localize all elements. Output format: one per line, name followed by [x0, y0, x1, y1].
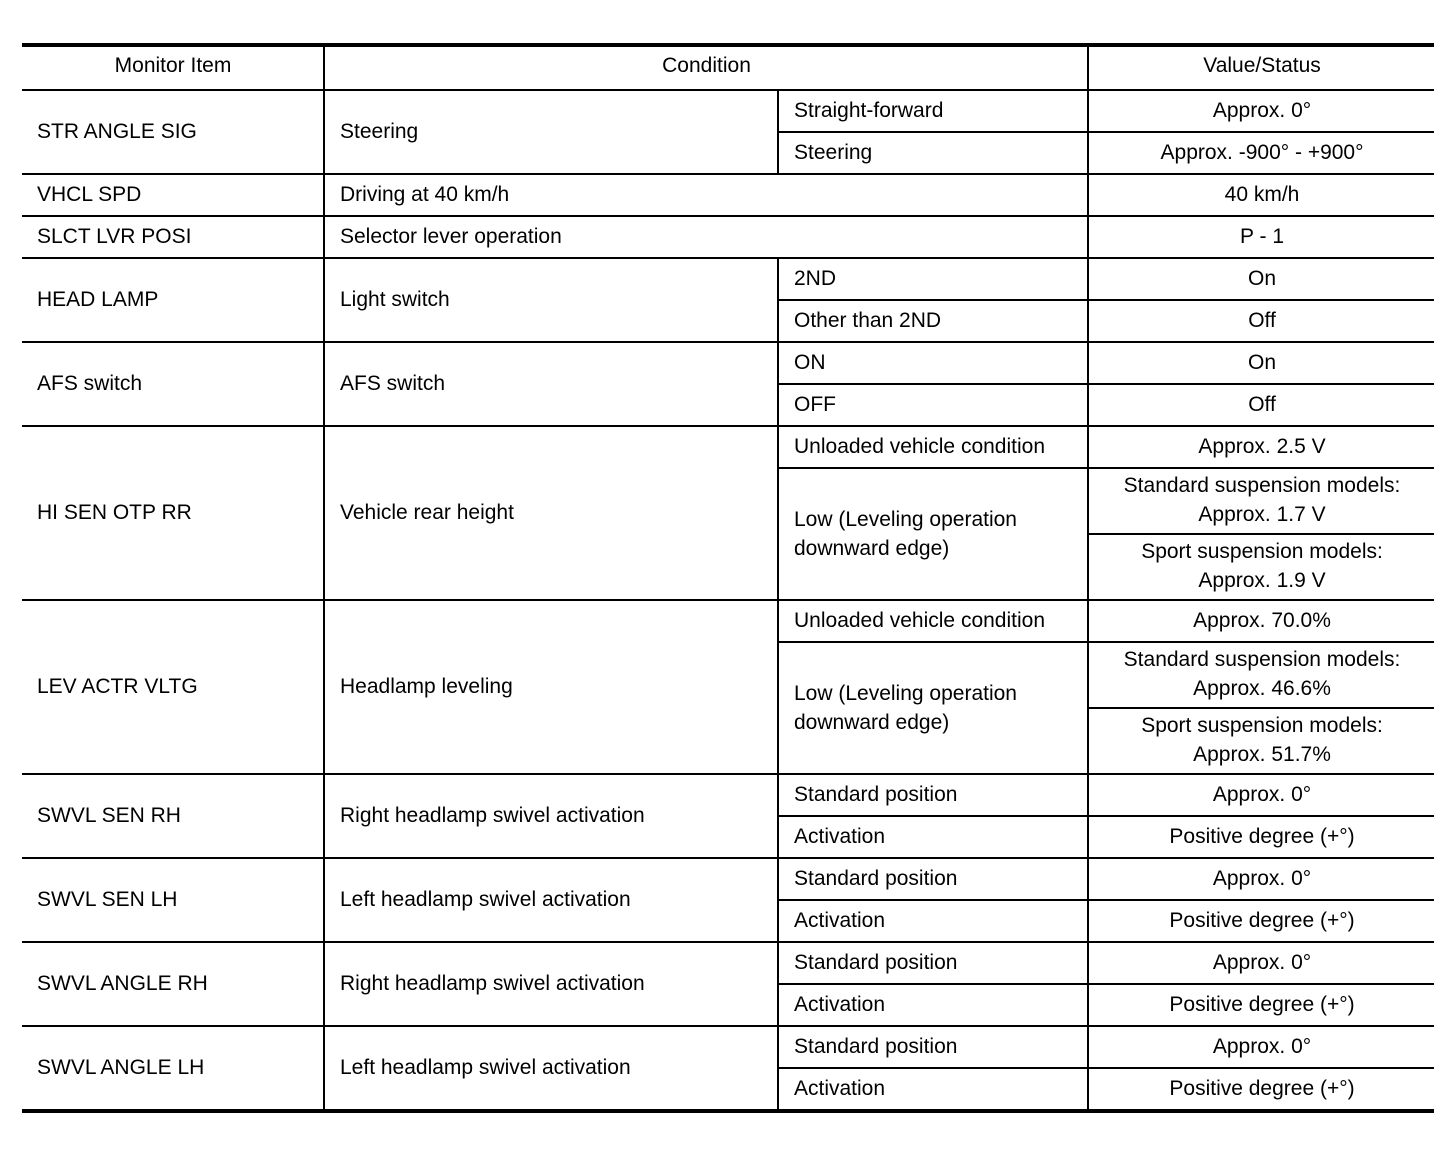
- monitor-item-cell: SWVL ANGLE LH: [22, 1026, 324, 1111]
- value-cell: P - 1: [1088, 216, 1434, 258]
- value-cell: Approx. 0°: [1088, 1026, 1434, 1068]
- sub-condition-cell: Standard position: [778, 858, 1088, 900]
- condition-cell: AFS switch: [324, 342, 778, 426]
- condition-cell: Left headlamp swivel activation: [324, 1026, 778, 1111]
- value-cell: On: [1088, 342, 1434, 384]
- value-cell: Approx. -900° - +900°: [1088, 132, 1434, 174]
- header-monitor-item: Monitor Item: [22, 45, 324, 90]
- value-line: Approx. 1.7 V: [1198, 503, 1326, 526]
- sub-condition-cell: Activation: [778, 1068, 1088, 1111]
- sub-condition-cell: Activation: [778, 984, 1088, 1026]
- value-cell: [1088, 708, 1434, 774]
- value-line: Sport suspension models:: [1141, 540, 1383, 563]
- header-condition: Condition: [324, 45, 1088, 90]
- monitor-item-table: [22, 43, 1434, 1113]
- sub-condition-cell: Unloaded vehicle condition: [778, 600, 1088, 642]
- monitor-item-cell: SLCT LVR POSI: [22, 216, 324, 258]
- value-cell: 40 km/h: [1088, 174, 1434, 216]
- condition-cell: Right headlamp swivel activation: [324, 942, 778, 1026]
- value-cell: Off: [1088, 300, 1434, 342]
- value-cell: [1088, 534, 1434, 600]
- table-header-row: [22, 45, 1434, 90]
- monitor-item-cell: AFS switch: [22, 342, 324, 426]
- monitor-item-cell: SWVL SEN LH: [22, 858, 324, 942]
- value-cell: [1088, 468, 1434, 534]
- value-cell: Approx. 0°: [1088, 858, 1434, 900]
- monitor-item-cell: HEAD LAMP: [22, 258, 324, 342]
- sub-condition-cell: ON: [778, 342, 1088, 384]
- sub-condition-cell: Standard position: [778, 774, 1088, 816]
- value-cell: Approx. 2.5 V: [1088, 426, 1434, 468]
- monitor-item-cell: SWVL SEN RH: [22, 774, 324, 858]
- condition-cell: Right headlamp swivel activation: [324, 774, 778, 858]
- monitor-item-cell: VHCL SPD: [22, 174, 324, 216]
- condition-cell: Driving at 40 km/h: [324, 174, 1088, 216]
- condition-cell: Left headlamp swivel activation: [324, 858, 778, 942]
- value-cell: Approx. 70.0%: [1088, 600, 1434, 642]
- sub-condition-cell: OFF: [778, 384, 1088, 426]
- sub-condition-cell: Low (Leveling operation downward edge): [778, 642, 1088, 774]
- condition-cell: Steering: [324, 90, 778, 174]
- sub-condition-cell: Unloaded vehicle condition: [778, 426, 1088, 468]
- table-row: [22, 174, 1434, 216]
- table-row: [22, 90, 1434, 132]
- sub-condition-cell: Other than 2ND: [778, 300, 1088, 342]
- value-line: Sport suspension models:: [1141, 714, 1383, 737]
- sub-condition-cell: Activation: [778, 900, 1088, 942]
- header-value-status: Value/Status: [1088, 45, 1434, 90]
- value-line: Approx. 51.7%: [1193, 743, 1331, 766]
- condition-cell: Selector lever operation: [324, 216, 1088, 258]
- monitor-item-cell: SWVL ANGLE RH: [22, 942, 324, 1026]
- value-cell: Positive degree (+°): [1088, 900, 1434, 942]
- value-cell: Approx. 0°: [1088, 942, 1434, 984]
- sub-condition-cell: Standard position: [778, 1026, 1088, 1068]
- table-row: [22, 1026, 1434, 1068]
- value-cell: Positive degree (+°): [1088, 984, 1434, 1026]
- value-line: Standard suspension models:: [1123, 474, 1401, 497]
- table-row: [22, 942, 1434, 984]
- value-cell: Positive degree (+°): [1088, 1068, 1434, 1111]
- table-row: [22, 600, 1434, 642]
- value-cell: On: [1088, 258, 1434, 300]
- condition-cell: Headlamp leveling: [324, 600, 778, 774]
- table-row: [22, 258, 1434, 300]
- table-row: [22, 426, 1434, 468]
- value-cell: [1088, 642, 1434, 708]
- sub-condition-cell: 2ND: [778, 258, 1088, 300]
- sub-condition-cell: Low (Leveling operation downward edge): [778, 468, 1088, 600]
- monitor-item-cell: LEV ACTR VLTG: [22, 600, 324, 774]
- condition-cell: Light switch: [324, 258, 778, 342]
- table-row: [22, 216, 1434, 258]
- value-cell: Approx. 0°: [1088, 774, 1434, 816]
- table-row: [22, 342, 1434, 384]
- table-row: [22, 774, 1434, 816]
- sub-condition-cell: Activation: [778, 816, 1088, 858]
- monitor-item-cell: STR ANGLE SIG: [22, 90, 324, 174]
- value-cell: Off: [1088, 384, 1434, 426]
- monitor-item-cell: HI SEN OTP RR: [22, 426, 324, 600]
- sub-condition-cell: Standard position: [778, 942, 1088, 984]
- value-line: Standard suspension models:: [1123, 648, 1401, 671]
- sub-condition-cell: Straight-forward: [778, 90, 1088, 132]
- value-line: Approx. 46.6%: [1193, 677, 1331, 700]
- condition-cell: Vehicle rear height: [324, 426, 778, 600]
- value-cell: Positive degree (+°): [1088, 816, 1434, 858]
- table-row: [22, 858, 1434, 900]
- value-line: Approx. 1.9 V: [1198, 569, 1326, 592]
- value-cell: Approx. 0°: [1088, 90, 1434, 132]
- sub-condition-cell: Steering: [778, 132, 1088, 174]
